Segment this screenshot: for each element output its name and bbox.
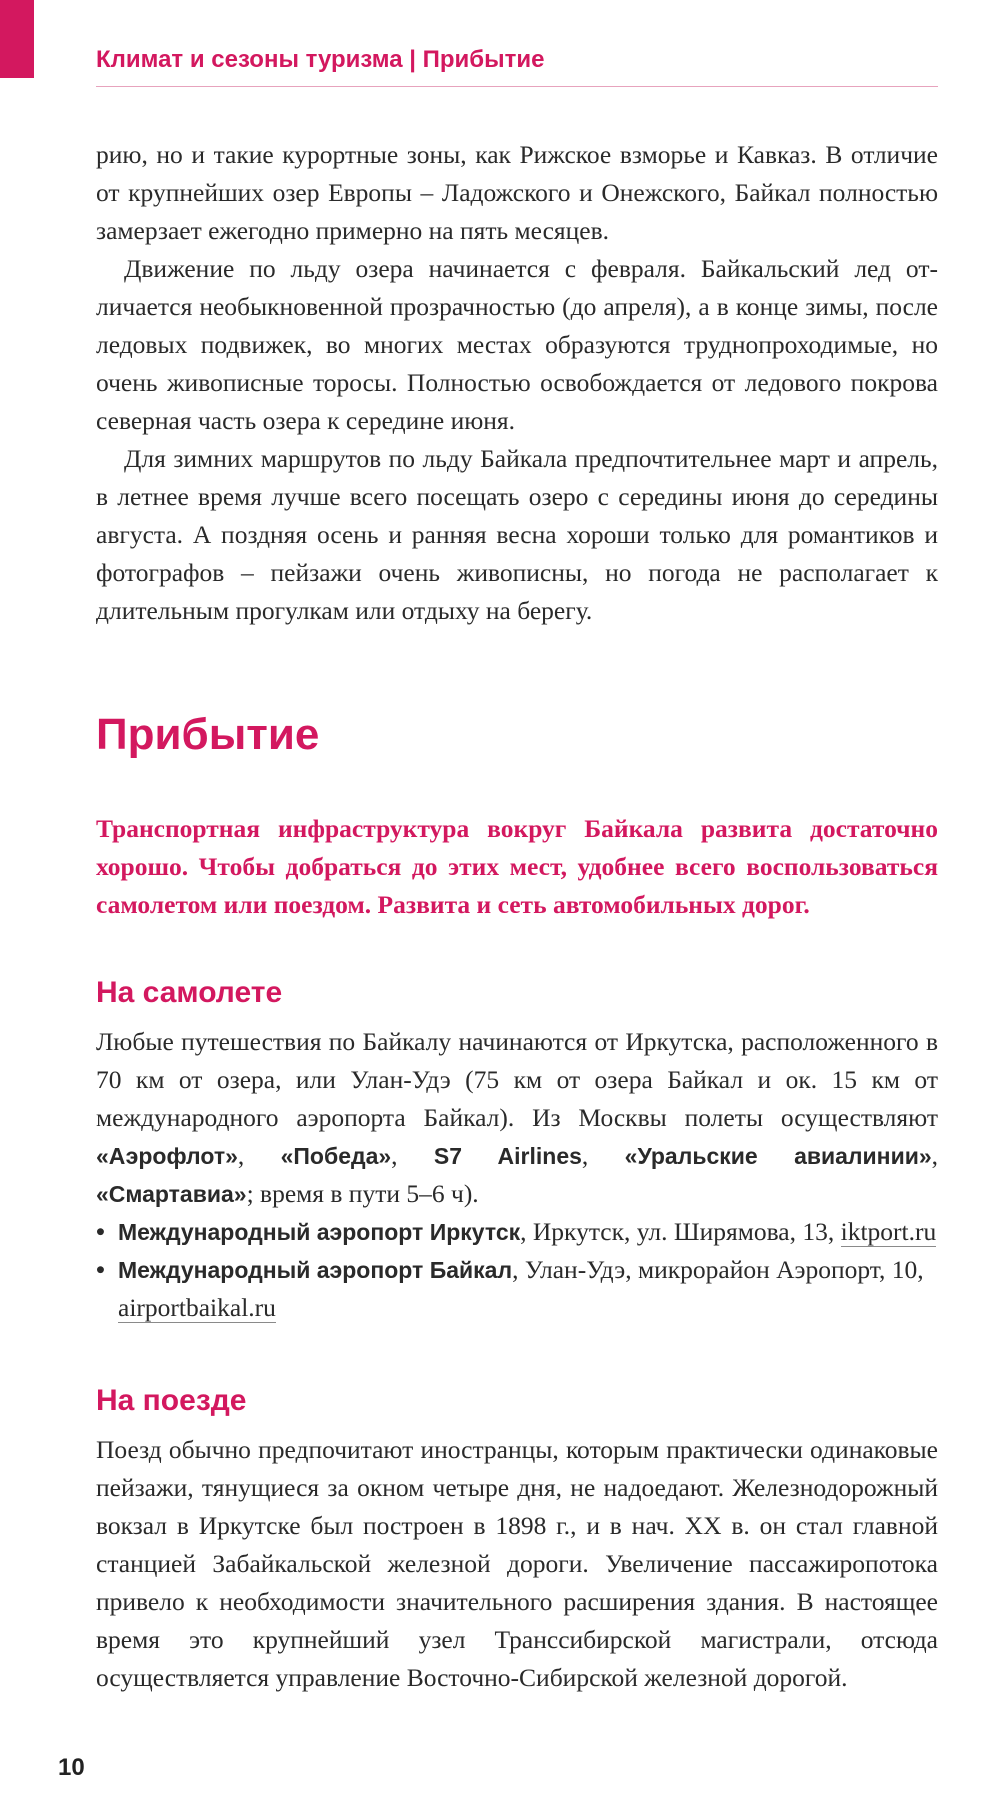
- corner-tab: [0, 0, 34, 78]
- airport-name: Международный аэропорт Иркутск: [118, 1219, 521, 1245]
- intro-paragraph-1: рию, но и такие курортные зоны, как Рижское взморье и Кавказ. В отличие от крупнейших озер Европы – Ладожского и Онежского, Байкал полностью замерзает ежегодно примерно на пять месяцев.: [96, 140, 938, 245]
- plane-heading: На самолете: [96, 976, 283, 1009]
- train-heading: На поезде: [96, 1384, 247, 1417]
- list-item: [96, 1251, 938, 1327]
- plane-section: [96, 1023, 938, 1327]
- airport-link-airportbaikal[interactable]: airportbaikal.ru: [118, 1293, 276, 1322]
- plane-text-end: ; время в пути 5–6 ч).: [246, 1179, 479, 1208]
- airport-list: [96, 1213, 938, 1327]
- train-paragraph: Поезд обычно предпочитают иностранцы, которым практически одинаковые пейзажи, тянущиеся за окном четыре дня, не надоедают. Железнодорожный вокзал в Иркутске был построен в 1898 г., и в нач. XX в. он стал главной станцией Забайкальской железной дороги. Увеличение пассажиропотока привело к необходимости значительного расширения здания. В настоящее время это крупнейший узел Транссибирской магистрали, отсюда осуществляется управление Восточно-Сибирской железной дорогой.: [96, 1435, 938, 1692]
- airline-pobeda: «Победа»: [280, 1143, 392, 1169]
- airline-s7: S7 Airlines: [433, 1143, 582, 1169]
- plane-text-start: Любые путешествия по Байкалу начинаются от Иркутска, расположенного в 70 км от озера, или Улан-Удэ (75 км от озера Байкал и ок. 15 км от международного аэропорта Байкал). Из Москвы полеты осуществляют: [96, 1027, 938, 1132]
- airport-link-iktport[interactable]: iktport.ru: [840, 1217, 937, 1246]
- airline-ural: «Уральские авиалинии»: [624, 1143, 932, 1169]
- airport-name: Международный аэропорт Байкал: [118, 1257, 513, 1283]
- intro-paragraph-3: Для зимних маршрутов по льду Байкала предпочтительнее март и апрель, в летнее время лучше всего посещать озеро с середины июня до середины августа. А поздняя осень и ранняя весна хороши только для романтиков и фотографов – пейзажи очень живописны, но погода не располагает к длительным прогулкам или отдыху на берегу.: [96, 444, 938, 625]
- intro-paragraph-2: Движение по льду озера начинается с февраля. Байкальский лед отличается необыкновенной прозрачностью (до апреля), а в конце зимы, после ледовых подвижек, во многих местах образуются труднопроходимые, но очень живописные торосы. Полностью освобождается от ледового покрова северная часть озера к середине июня.: [96, 254, 938, 435]
- bullet-icon: •: [96, 1255, 105, 1284]
- page-number: 10: [58, 1754, 85, 1781]
- intro-text: [96, 136, 938, 630]
- airline-smartavia: «Смартавиа»: [96, 1181, 247, 1207]
- section-lead: Транспортная инфраструктура вокруг Байкала развита достаточно хорошо. Чтобы добраться до этих мест, удобнее всего воспользоваться самолетом или поездом. Развита и сеть автомобильных дорог.: [96, 814, 938, 919]
- airline-aeroflot: «Аэрофлот»: [96, 1143, 238, 1169]
- bullet-icon: •: [96, 1217, 105, 1246]
- train-section: [96, 1431, 938, 1697]
- list-item: [96, 1213, 938, 1251]
- airport-address: , Улан-Удэ, микрорайон Аэропорт, 10,: [512, 1255, 924, 1284]
- airport-address: , Иркутск, ул. Ширямова, 13,: [520, 1217, 841, 1246]
- running-header: Климат и сезоны туризма | Прибытие: [96, 46, 938, 87]
- section-title: Прибытие: [96, 710, 320, 759]
- plane-paragraph: Любые путешествия по Байкалу начинаются от Иркутска, расположенного в 70 км от озера, или Улан-Удэ (75 км от озера Байкал и ок. 15 км от международного аэропорта Байкал). Из Москвы полеты осуществляют «Аэрофлот», «Победа», S7 Airlines, «Уральские авиалинии», «Смартавиа»; время в пути 5–6 ч).: [96, 1027, 939, 1208]
